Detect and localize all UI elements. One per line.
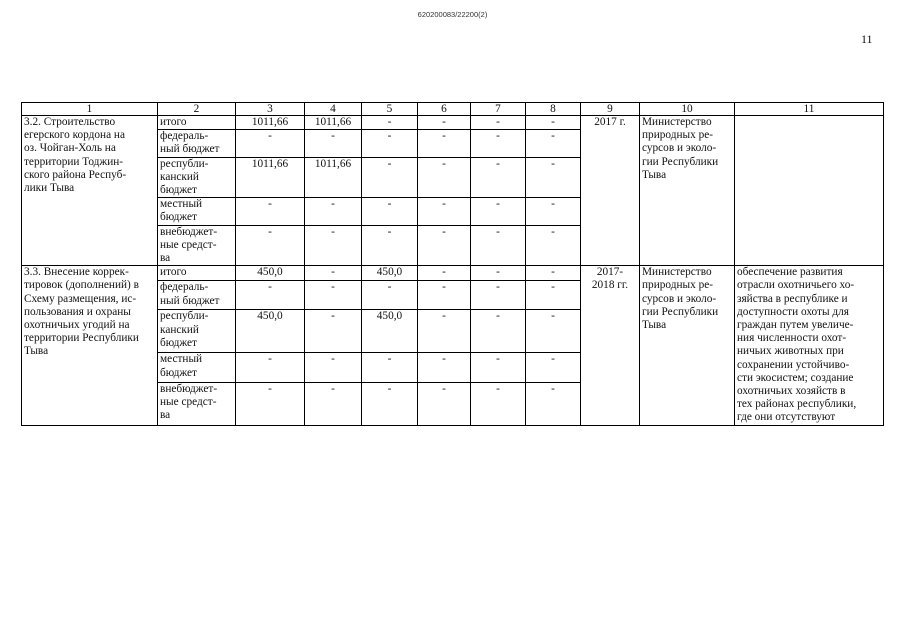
cell-line: сохранении устойчиво-: [737, 358, 850, 371]
amount-cell: 450,0: [236, 266, 305, 281]
amount-cell: -: [236, 353, 305, 382]
cell-line: местный: [160, 353, 203, 366]
table-row: [22, 116, 884, 130]
funding-source-cell: [158, 225, 236, 266]
amount-cell: 1011,66: [305, 116, 362, 130]
column-number: 3: [236, 103, 305, 116]
amount-cell: -: [236, 382, 305, 425]
amount-cell: -: [526, 157, 581, 198]
amount-cell: -: [471, 130, 526, 157]
funding-source-cell: [158, 198, 236, 225]
executor-cell: [640, 116, 735, 266]
activity-cell: [22, 266, 158, 425]
amount-cell: -: [362, 382, 418, 425]
cell-line: охотничьих угодий на: [24, 319, 130, 332]
cell-line: 2018 гг.: [591, 279, 629, 292]
amount-cell: -: [471, 266, 526, 281]
cell-line: Тыва: [642, 168, 667, 181]
cell-line: внебюджет-: [160, 382, 218, 395]
amount-cell: -: [526, 130, 581, 157]
amount-cell: -: [305, 281, 362, 310]
amount-cell: -: [526, 198, 581, 225]
amount-cell: 1011,66: [236, 116, 305, 130]
amount-cell: -: [362, 225, 418, 266]
cell-line: итого: [160, 116, 187, 128]
funding-source-cell: [158, 266, 236, 281]
cell-line: бюджет: [160, 336, 197, 349]
column-number: 7: [471, 103, 526, 116]
column-number: 2: [158, 103, 236, 116]
cell-line: гии Республики: [642, 305, 719, 318]
amount-cell: -: [362, 157, 418, 198]
cell-line: территории Тоджин-: [24, 155, 124, 168]
executor-cell: [640, 266, 735, 425]
amount-cell: -: [305, 310, 362, 353]
amount-cell: -: [471, 281, 526, 310]
amount-cell: -: [305, 225, 362, 266]
amount-cell: -: [526, 281, 581, 310]
activity-cell: [22, 116, 158, 266]
cell-line: ный бюджет: [160, 294, 220, 307]
cell-line: ва: [160, 252, 171, 265]
cell-line: Тыва: [24, 345, 49, 358]
column-number: 4: [305, 103, 362, 116]
cell-line: оз. Чойган-Холь на: [24, 142, 116, 155]
amount-cell: -: [526, 353, 581, 382]
amount-cell: 450,0: [236, 310, 305, 353]
amount-cell: -: [418, 157, 471, 198]
program-table: [21, 102, 884, 426]
amount-cell: -: [418, 281, 471, 310]
amount-cell: 1011,66: [236, 157, 305, 198]
amount-cell: -: [362, 198, 418, 225]
document-id: 620200083/22200(2): [417, 10, 488, 19]
cell-line: ные средст-: [160, 395, 217, 408]
funding-source-cell: [158, 353, 236, 382]
funding-source-cell: [158, 116, 236, 130]
cell-line: пользования и охраны: [24, 305, 131, 318]
amount-cell: -: [471, 225, 526, 266]
page-number: 11: [861, 32, 873, 46]
amount-cell: -: [418, 198, 471, 225]
cell-line: федераль-: [160, 281, 209, 294]
amount-cell: -: [526, 266, 581, 281]
cell-line: 3.2. Строительство: [24, 116, 116, 128]
amount-cell: -: [236, 198, 305, 225]
column-number: 6: [418, 103, 471, 116]
cell-line: ния численности охот-: [737, 332, 847, 345]
cell-line: граждан путем увеличе-: [737, 319, 854, 332]
cell-line: бюджет: [160, 184, 197, 197]
cell-line: канский: [160, 170, 199, 183]
amount-cell: -: [418, 116, 471, 130]
period-cell: [581, 266, 640, 425]
cell-line: ные средст-: [160, 238, 217, 251]
expected-result-cell: [735, 116, 884, 266]
amount-cell: 450,0: [362, 310, 418, 353]
cell-line: ничьих животных при: [737, 345, 844, 358]
amount-cell: -: [418, 310, 471, 353]
amount-cell: -: [526, 310, 581, 353]
column-number: 10: [640, 103, 735, 116]
cell-line: охотничьих хозяйств в: [737, 385, 846, 398]
column-number: 11: [735, 103, 884, 116]
cell-line: территории Республики: [24, 332, 139, 345]
cell-line: 2017-: [596, 266, 624, 279]
amount-cell: -: [418, 353, 471, 382]
funding-source-cell: [158, 130, 236, 157]
cell-line: егерского кордона на: [24, 129, 125, 142]
cell-line: внебюджет-: [160, 225, 218, 238]
cell-line: ва: [160, 408, 171, 421]
amount-cell: -: [471, 310, 526, 353]
amount-cell: -: [526, 382, 581, 425]
amount-cell: -: [362, 353, 418, 382]
cell-line: ского района Респуб-: [24, 168, 127, 181]
cell-line: республи-: [160, 310, 209, 323]
cell-line: бюджет: [160, 366, 197, 379]
cell-line: обеспечение развития: [737, 266, 843, 279]
funding-source-cell: [158, 281, 236, 310]
cell-line: природных ре-: [642, 279, 713, 292]
cell-line: Тыва: [642, 319, 667, 332]
amount-cell: -: [471, 116, 526, 130]
amount-cell: -: [236, 130, 305, 157]
cell-line: 2017 г.: [594, 116, 626, 128]
amount-cell: -: [305, 353, 362, 382]
column-number: 9: [581, 103, 640, 116]
amount-cell: -: [471, 157, 526, 198]
funding-source-cell: [158, 382, 236, 425]
table-row: [22, 266, 884, 281]
column-number: 1: [22, 103, 158, 116]
column-number: 8: [526, 103, 581, 116]
amount-cell: -: [362, 116, 418, 130]
amount-cell: -: [418, 382, 471, 425]
cell-line: зяйства в республике и: [737, 292, 848, 305]
amount-cell: -: [471, 198, 526, 225]
expected-result-cell: [735, 266, 884, 425]
cell-line: тех районах республики,: [737, 398, 857, 411]
cell-line: природных ре-: [642, 129, 713, 142]
column-number: 5: [362, 103, 418, 116]
amount-cell: -: [418, 225, 471, 266]
amount-cell: 450,0: [362, 266, 418, 281]
amount-cell: -: [526, 116, 581, 130]
cell-line: тировок (дополнений) в: [24, 279, 139, 292]
cell-line: отрасли охотничьего хо-: [737, 279, 855, 292]
cell-line: канский: [160, 323, 199, 336]
amount-cell: 1011,66: [305, 157, 362, 198]
cell-line: 3.3. Внесение коррек-: [24, 266, 129, 279]
amount-cell: -: [418, 130, 471, 157]
cell-line: лики Тыва: [24, 182, 75, 195]
cell-line: местный: [160, 198, 203, 211]
amount-cell: -: [418, 266, 471, 281]
amount-cell: -: [471, 382, 526, 425]
funding-source-cell: [158, 157, 236, 198]
cell-line: где они отсутствуют: [737, 411, 836, 424]
cell-line: сурсов и эколо-: [642, 292, 717, 305]
cell-line: итого: [160, 266, 187, 279]
cell-line: федераль-: [160, 130, 209, 143]
cell-line: сурсов и эколо-: [642, 142, 717, 155]
cell-line: ный бюджет: [160, 143, 220, 156]
funding-source-cell: [158, 310, 236, 353]
amount-cell: -: [305, 130, 362, 157]
cell-line: республи-: [160, 157, 209, 170]
amount-cell: -: [526, 225, 581, 266]
cell-line: сти экосистем; создание: [737, 371, 854, 384]
amount-cell: -: [362, 281, 418, 310]
amount-cell: -: [236, 281, 305, 310]
amount-cell: -: [305, 266, 362, 281]
cell-line: Схему размещения, ис-: [24, 292, 137, 305]
amount-cell: -: [236, 225, 305, 266]
amount-cell: -: [305, 198, 362, 225]
cell-line: гии Республики: [642, 155, 719, 168]
amount-cell: -: [362, 130, 418, 157]
cell-line: доступности охоты для: [737, 305, 849, 318]
amount-cell: -: [305, 382, 362, 425]
cell-line: Министерство: [642, 116, 712, 128]
amount-cell: -: [471, 353, 526, 382]
cell-line: бюджет: [160, 211, 197, 224]
column-number-row: [22, 103, 884, 116]
period-cell: [581, 116, 640, 266]
cell-line: Министерство: [642, 266, 712, 279]
